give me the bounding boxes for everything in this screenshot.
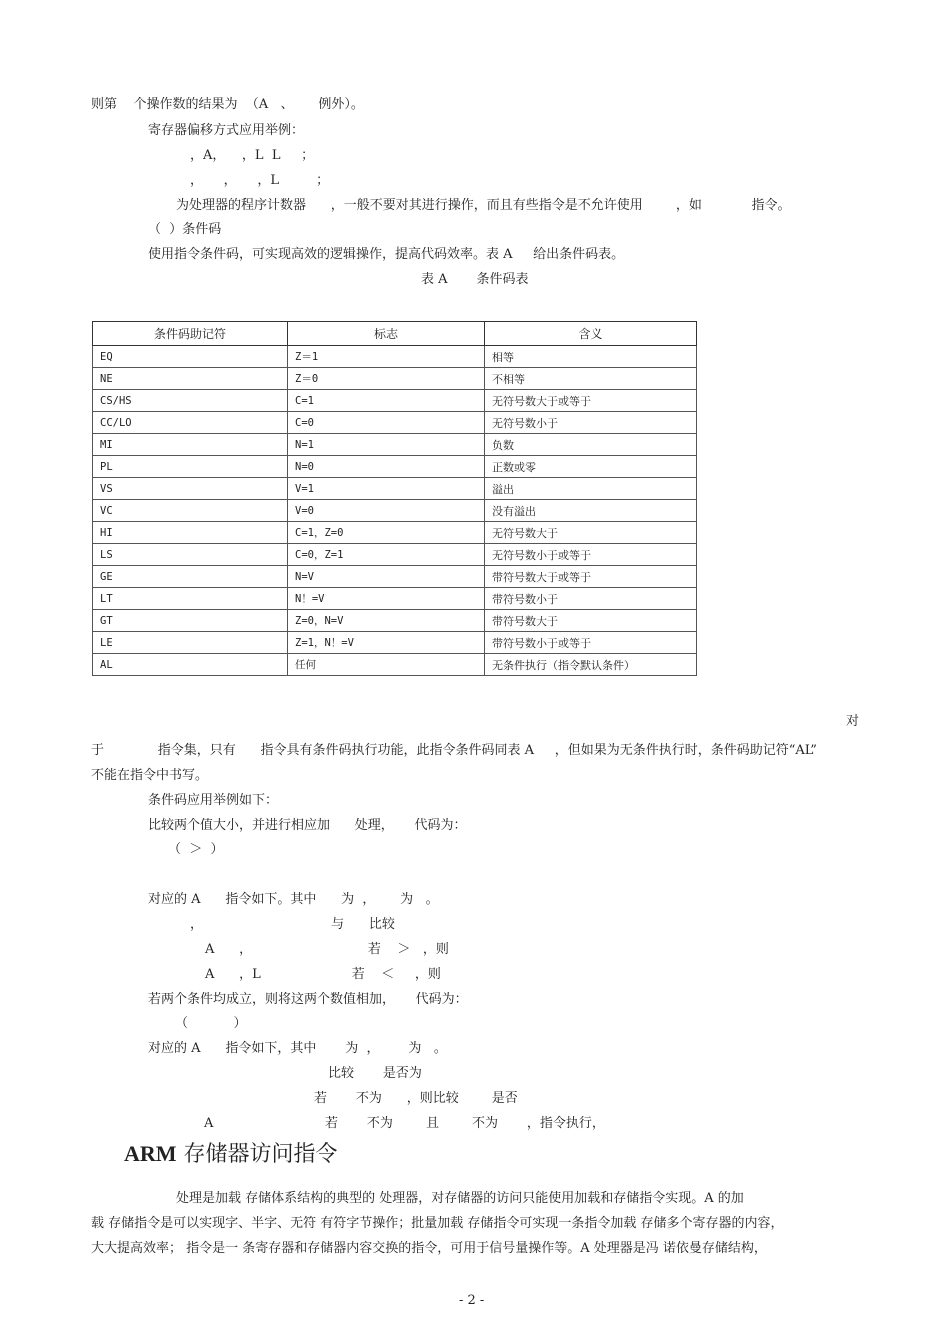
mnemonic-cell: CC/LO [93,412,288,434]
code-line-condition: （ ＞ ） [168,842,224,857]
text-line-not-written: 不能在指令中书写。 [91,768,209,783]
flag-cell: C=1，Z=0 [288,522,485,544]
text-line-condition-code-intro: 使用指令条件码，可实现高效的逻辑操作，提高代码效率。表 A 给出条件码表。 [148,247,625,262]
table-row [93,588,697,610]
code-line-2: ， ， ，L ； [190,173,330,188]
table-row [93,478,697,500]
table-row [93,610,697,632]
code-line-compare-3: 若 不为 ，则比较 是否 [314,1091,518,1106]
mnemonic-cell: GT [93,610,288,632]
flag-cell: N！=V [288,588,485,610]
code-line-execute: A 若 不为 且 不为 ，指令执行， [204,1116,605,1131]
table-row [93,544,697,566]
text-line-dui: 对 [846,714,860,729]
table-header-meaning: 含义 [485,322,697,346]
meaning-cell: 负数 [485,434,697,456]
mnemonic-cell: CS/HS [93,390,288,412]
meaning-cell: 带符号数小于 [485,588,697,610]
flag-cell: Z＝1 [288,346,485,368]
flag-cell: N=1 [288,434,485,456]
mnemonic-cell: VS [93,478,288,500]
meaning-cell: 无符号数小于或等于 [485,544,697,566]
mnemonic-cell: LS [93,544,288,566]
table-row [93,412,697,434]
mnemonic-cell: AL [93,654,288,676]
code-line-condition-2: （ ） [175,1016,247,1031]
meaning-cell: 不相等 [485,368,697,390]
paragraph-line: 处理是加载 存储体系结构的典型的 处理器，对存储器的访问只能使用加载和存储指令实现。A 的加 [176,1191,744,1206]
meaning-cell: 正数或零 [485,456,697,478]
meaning-cell: 带符号数大于 [485,610,697,632]
text-line-example-title: 条件码应用举例如下： [148,793,279,808]
table-header-mnemonic: 条件码助记符 [93,322,288,346]
mnemonic-cell: GE [93,566,288,588]
table-caption: 表 A 条件码表 [421,272,529,287]
section-heading-text: 存储器访问指令 [176,1142,338,1167]
flag-cell: N=0 [288,456,485,478]
meaning-cell: 无条件执行（指令默认条件） [485,654,697,676]
mnemonic-cell: NE [93,368,288,390]
text-line-pc-register: 为处理器的程序计数器 ，一般不要对其进行操作，而且有些指令是不允许使用 ，如 指令。 [176,198,791,213]
mnemonic-cell: VC [93,500,288,522]
flag-cell: V=0 [288,500,485,522]
table-row [93,500,697,522]
flag-cell: C=0，Z=1 [288,544,485,566]
code-line-gt: A ， 若 ＞ ，则 [205,942,449,957]
table-row [93,368,697,390]
paragraph [91,1186,861,1261]
condition-code-table [92,321,697,676]
table-row [93,632,697,654]
text-line-instructions-follow-2: 对应的 A 指令如下，其中 为 ， 为 。 [148,1041,447,1056]
text-line-operand-result: 则第 个操作数的结果为 （A 、 例外）。 [91,97,364,112]
table-row [93,522,697,544]
subsection-condition-code: （ ）条件码 [148,222,222,237]
meaning-cell: 带符号数大于或等于 [485,566,697,588]
code-line-1: ，A， ，L L ； [190,148,315,163]
mnemonic-cell: LT [93,588,288,610]
flag-cell: Z=1，N！=V [288,632,485,654]
flag-cell: 任何 [288,654,485,676]
mnemonic-cell: EQ [93,346,288,368]
flag-cell: C=1 [288,390,485,412]
section-heading [124,1140,338,1169]
table-header-row [93,322,697,346]
text-line-both-conditions: 若两个条件均成立，则将这两个数值相加， 代码为： [148,992,468,1007]
flag-cell: Z=0，N=V [288,610,485,632]
text-line-instruction-set: 于 指令集，只有 指令具有条件码执行功能，此指令条件码同表 A ，但如果为无条件执行时，条件码助记符“AL” [91,743,817,758]
meaning-cell: 带符号数小于或等于 [485,632,697,654]
meaning-cell: 溢出 [485,478,697,500]
table-row [93,434,697,456]
flag-cell: N=V [288,566,485,588]
meaning-cell: 无符号数大于或等于 [485,390,697,412]
table-row [93,566,697,588]
code-line-lt: A ，L 若 ＜ ，则 [205,967,441,982]
flag-cell: V=1 [288,478,485,500]
flag-cell: Z＝0 [288,368,485,390]
table-row [93,456,697,478]
mnemonic-cell: LE [93,632,288,654]
text-line-register-offset-example: 寄存器偏移方式应用举例： [148,123,305,138]
table-row [93,654,697,676]
meaning-cell: 无符号数小于 [485,412,697,434]
flag-cell: C=0 [288,412,485,434]
table-header-flags: 标志 [288,322,485,346]
code-line-compare: ， 与 比较 [190,917,395,932]
mnemonic-cell: MI [93,434,288,456]
mnemonic-cell: HI [93,522,288,544]
mnemonic-cell: PL [93,456,288,478]
code-line-compare-2: 比较 是否为 [328,1066,422,1081]
meaning-cell: 相等 [485,346,697,368]
meaning-cell: 无符号数大于 [485,522,697,544]
text-line-compare-values: 比较两个值大小，并进行相应加 处理， 代码为： [148,818,467,833]
table-row [93,346,697,368]
text-line-instructions-follow: 对应的 A 指令如下。其中 为 ， 为 。 [148,892,439,907]
meaning-cell: 没有溢出 [485,500,697,522]
section-heading-latin: ARM [124,1141,177,1166]
paragraph-line: 大大提高效率； 指令是一 条寄存器和存储器内容交换的指令，可用于信号量操作等。A 处理器是冯 诺依曼存储结构， [91,1241,767,1256]
table-row [93,390,697,412]
page-number: - 2 - [459,1293,485,1308]
paragraph-line: 载 存储指令是可以实现字、半字、无符 有符字节操作；批量加载 存储指令可实现一条指令加载 存储多个寄存器的内容， [91,1216,784,1231]
